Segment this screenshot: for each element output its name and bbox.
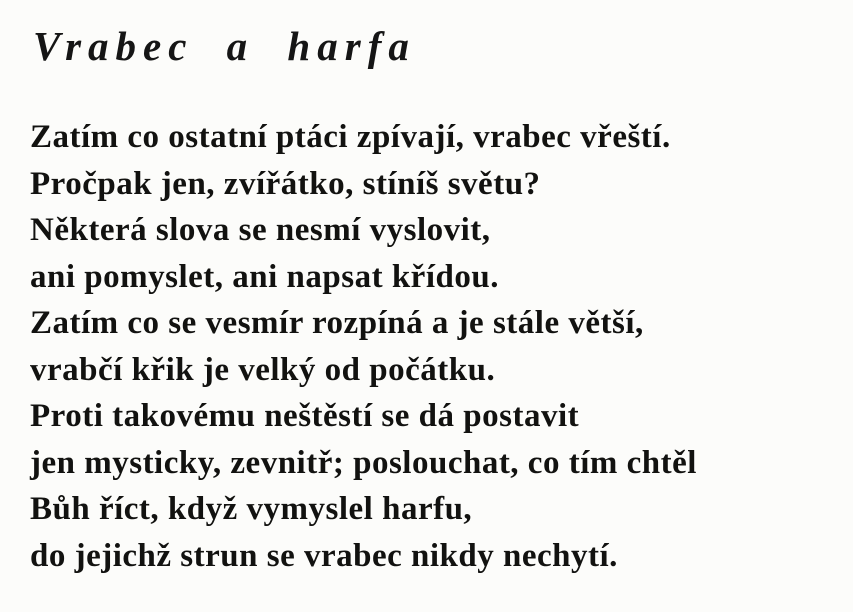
poem-line: Zatím co ostatní ptáci zpívají, vrabec vřeští.	[30, 119, 671, 155]
poem-line: vrabčí křik je velký od počátku.	[30, 351, 496, 388]
poem-line: Pročpak jen, zvířátko, stíníš světu?	[30, 165, 541, 202]
poem-line: do jejichž strun se vrabec nikdy nechytí.	[30, 537, 618, 574]
poem-title: Vrabec a harfa	[33, 23, 416, 69]
poem-line: jen mysticky, zevnitř; poslouchat, co tím chtěl	[30, 444, 697, 481]
poem-line: Bůh říct, když vymyslel harfu,	[30, 491, 473, 527]
poem-line: Proti takovému neštěstí se dá postavit	[30, 398, 580, 434]
poem-body	[30, 114, 843, 579]
poem-line: Některá slova se nesmí vyslovit,	[30, 212, 491, 248]
poem-line: ani pomyslet, ani napsat křídou.	[30, 258, 499, 295]
poem-line: Zatím co se vesmír rozpíná a je stále větší,	[30, 305, 644, 341]
